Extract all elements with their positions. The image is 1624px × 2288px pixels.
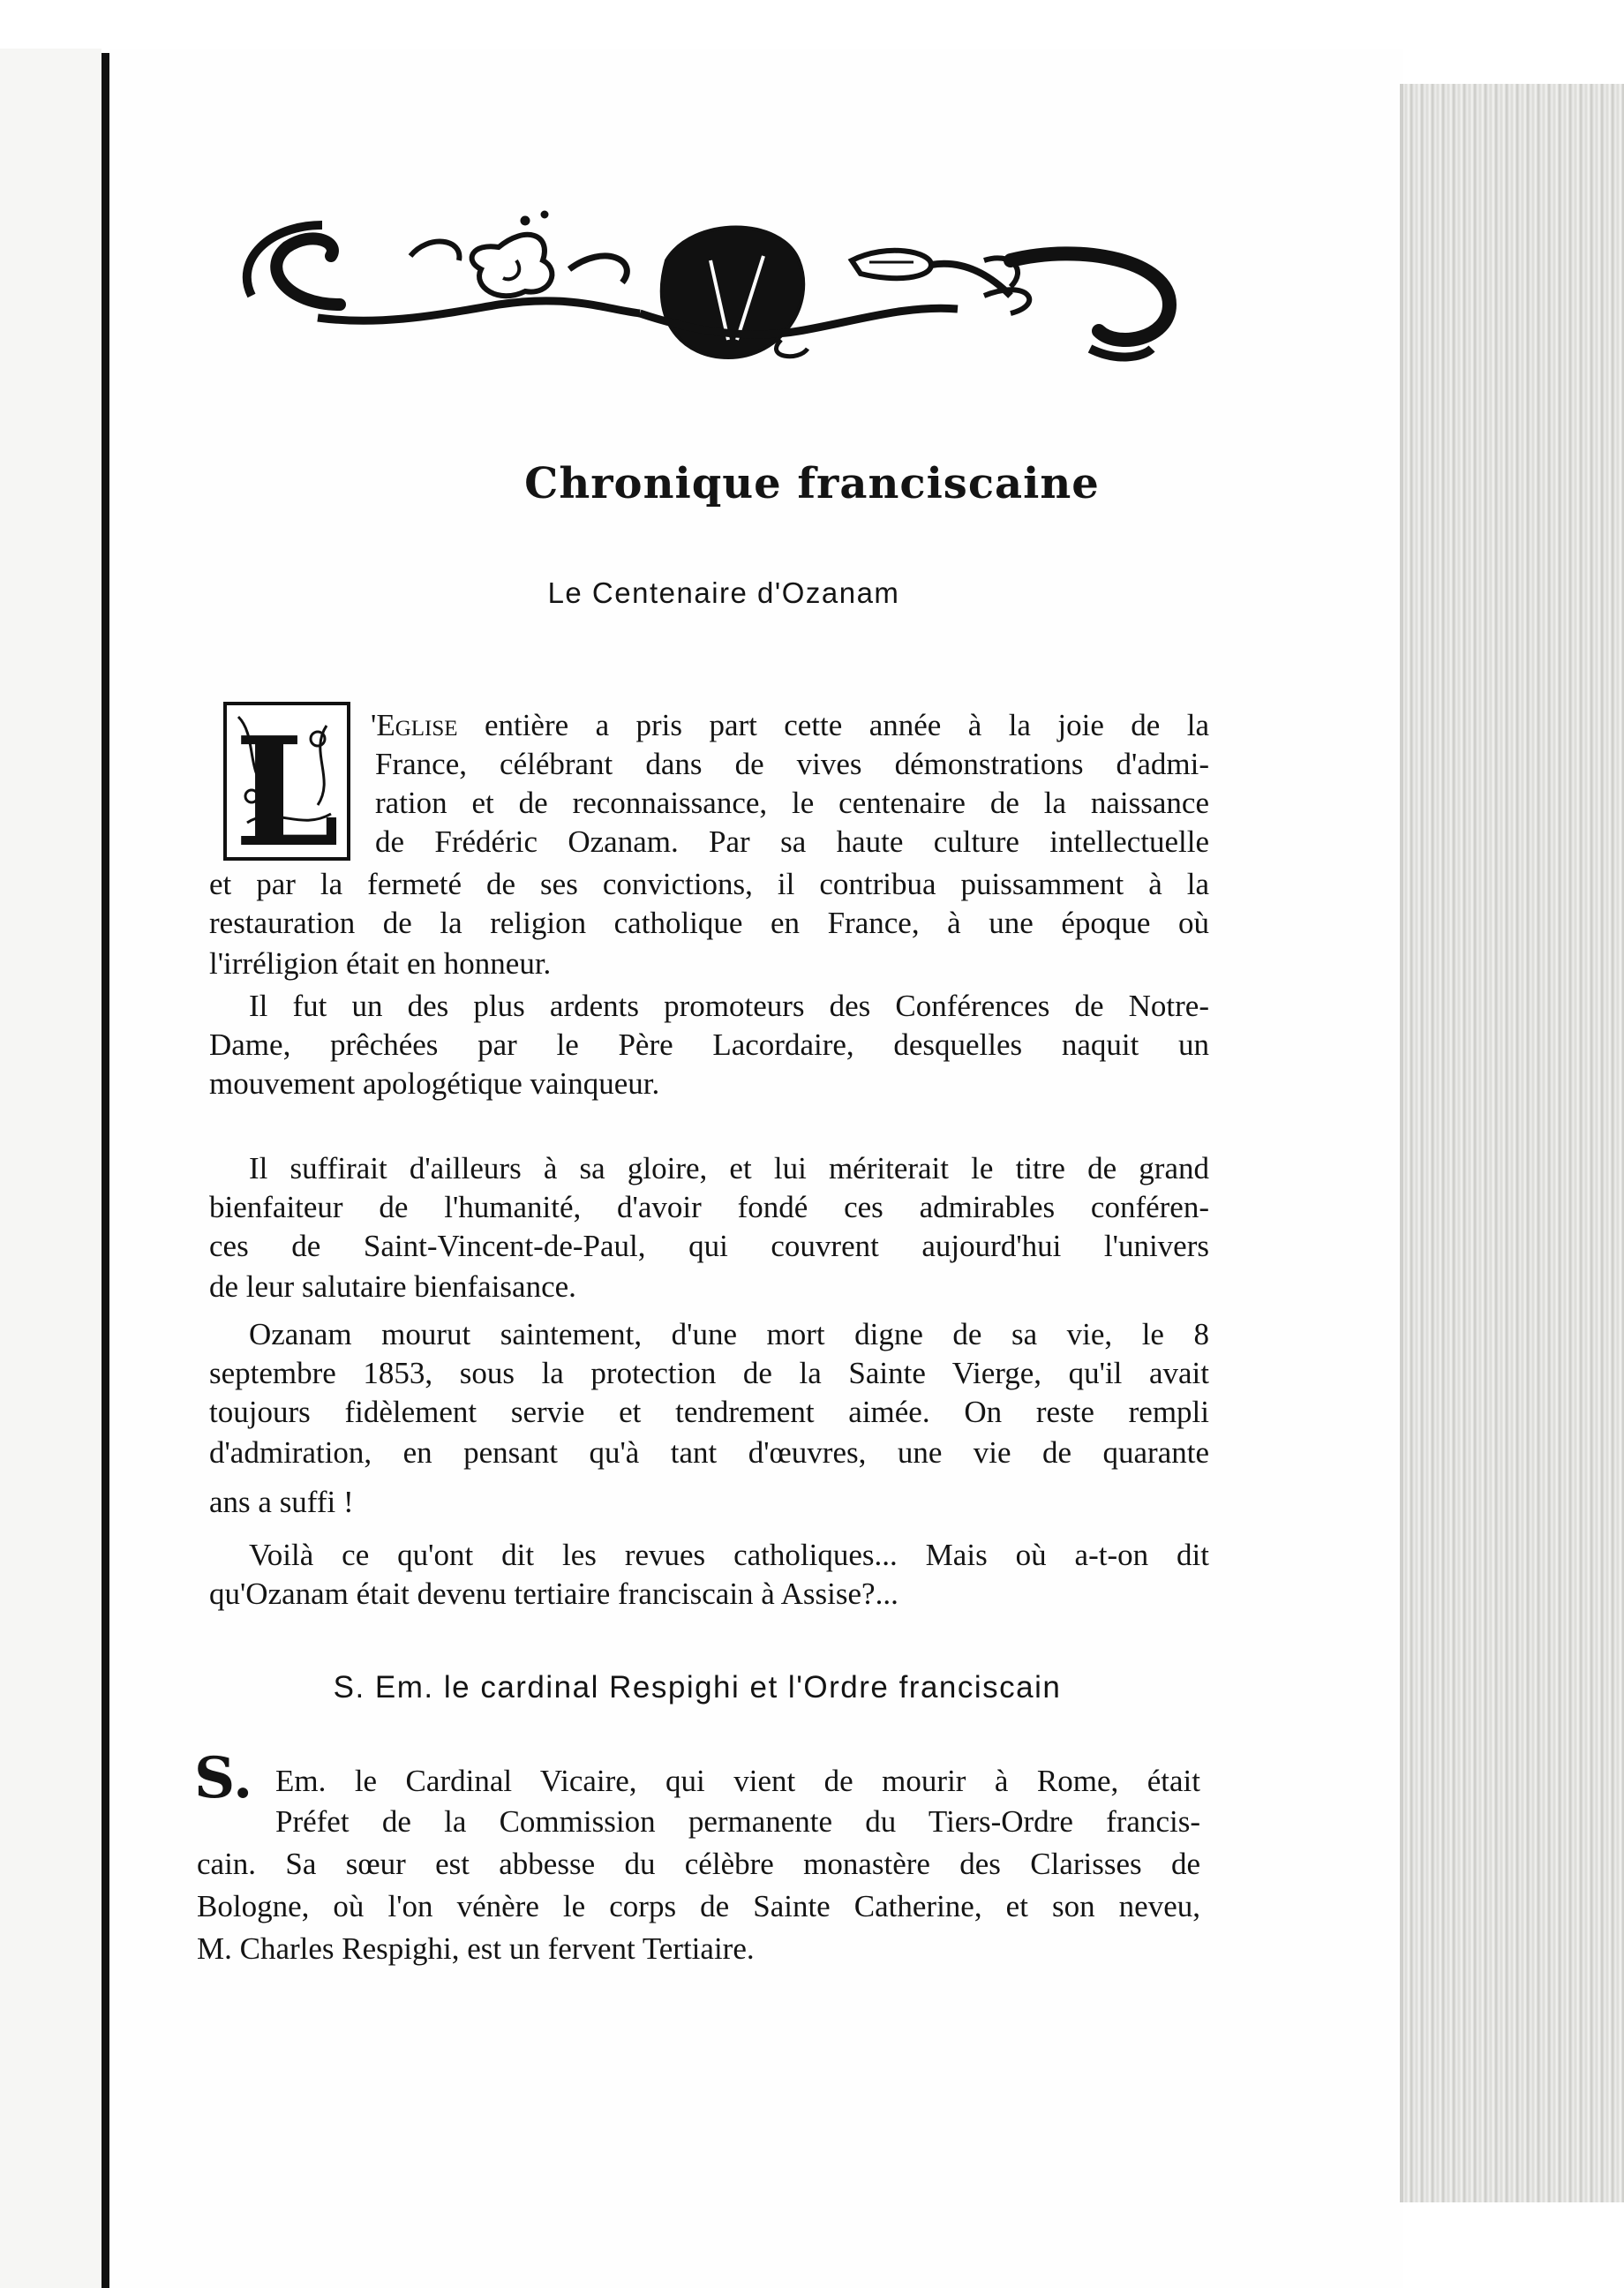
body-line: Bologne, où l'on vénère le corps de Sainte Catherine, et son neveu, — [197, 1889, 1200, 1923]
section-heading: S. Em. le cardinal Respighi et l'Ordre franciscain — [333, 1670, 1062, 1705]
body-line: cain. Sa sœur est abbesse du célèbre monastère des Clarisses de — [197, 1847, 1200, 1881]
body-line: toujours fidèlement servie et tendrement aimée. On reste rempli — [209, 1395, 1209, 1429]
body-line: Dame, prêchées par le Père Lacordaire, desquelles naquit un — [209, 1027, 1209, 1062]
body-line: restauration de la religion catholique en France, à une époque où — [209, 906, 1209, 940]
body-line: Voilà ce qu'ont dit les revues catholiques... Mais où a-t-on dit — [249, 1538, 1209, 1572]
body-line: l'irréligion était en honneur. — [209, 946, 552, 981]
page-title: Chronique franciscaine — [524, 459, 1100, 508]
body-line: d'admiration, en pensant qu'à tant d'œuvres, une vie de quarante — [209, 1435, 1209, 1470]
body-line: ration et de reconnaissance, le centenaire de la naissance — [375, 786, 1209, 820]
body-line: ces de Saint-Vincent-de-Paul, qui couvrent aujourd'hui l'univers — [209, 1229, 1209, 1263]
left-page-edge — [0, 49, 102, 2288]
section-heading: Le Centenaire d'Ozanam — [547, 576, 900, 609]
body-line: qu'Ozanam était devenu tertiaire franciscain à Assise?... — [209, 1577, 898, 1611]
body-line: de leur salutaire bienfaisance. — [209, 1269, 576, 1304]
body-line: de Frédéric Ozanam. Par sa haute culture intellectuelle — [375, 824, 1209, 859]
body-line: Em. le Cardinal Vicaire, qui vient de mourir à Rome, était — [275, 1764, 1200, 1798]
book-gutter — [102, 53, 109, 2288]
body-line: Il fut un des plus ardents promoteurs des Conférences de Notre- — [249, 989, 1209, 1023]
body-line: France, célébrant dans de vives démonstrations d'admi- — [375, 747, 1209, 781]
body-line: 'Eglise entière a pris part cette année à la joie de la — [371, 708, 1209, 742]
initial-letter: S. — [194, 1745, 253, 1811]
floral-ornament — [234, 207, 1187, 366]
body-line: septembre 1853, sous la protection de la Sainte Vierge, qu'il avait — [209, 1356, 1209, 1390]
body-line: Il suffirait d'ailleurs à sa gloire, et lui mériterait le titre de grand — [249, 1151, 1209, 1185]
body-line: ans a suffi ! — [209, 1485, 354, 1519]
drop-cap-letter: L — [234, 704, 340, 863]
body-line: Ozanam mourut saintement, d'une mort digne de sa vie, le 8 — [249, 1317, 1209, 1351]
page-stack — [1403, 84, 1624, 2202]
drop-cap-ornament — [221, 699, 353, 863]
body-line: Préfet de la Commission permanente du Tiers-Ordre francis- — [275, 1804, 1200, 1839]
body-line: et par la fermeté de ses convictions, il contribua puissamment à la — [209, 867, 1209, 901]
body-line: bienfaiteur de l'humanité, d'avoir fondé ces admirables conféren- — [209, 1190, 1209, 1224]
body-line: M. Charles Respighi, est un fervent Tertiaire. — [197, 1931, 755, 1966]
body-line: mouvement apologétique vainqueur. — [209, 1066, 660, 1101]
